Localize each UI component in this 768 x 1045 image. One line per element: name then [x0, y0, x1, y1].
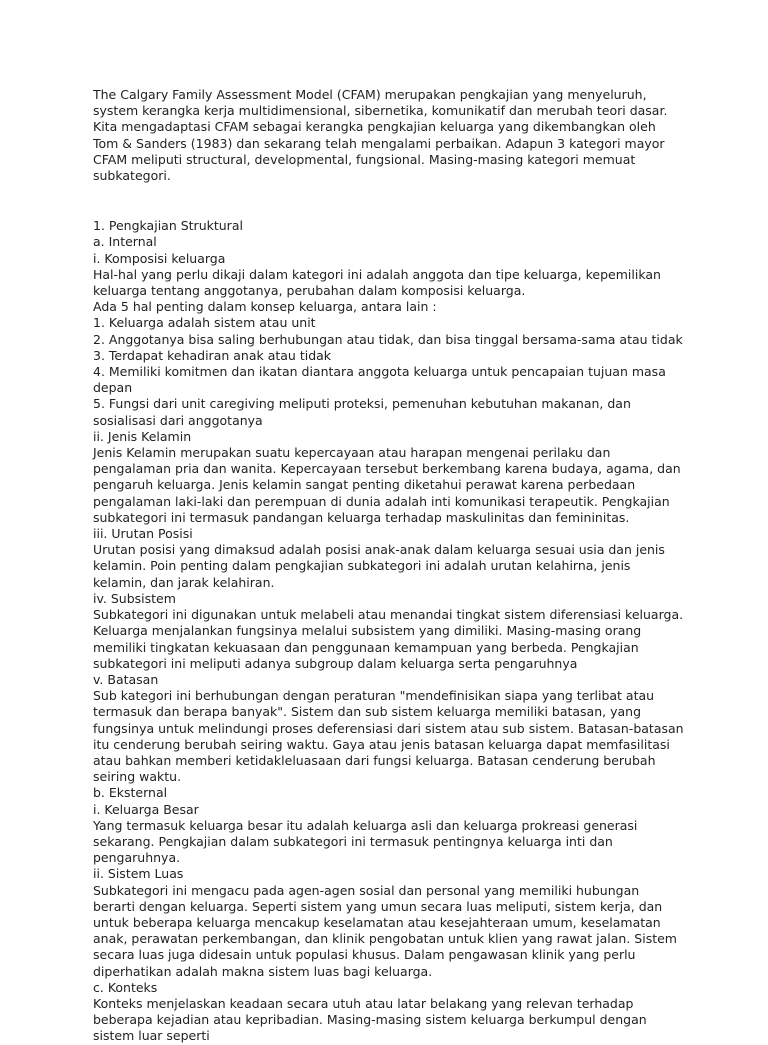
paragraph-spacer	[93, 184, 684, 218]
intro-paragraph: The Calgary Family Assessment Model (CFAM) merupakan pengkajian yang menyeluruh, system kerangka kerja multidimensional, sibernetika, komunikatif dan merubah teori dasar. Kita mengadaptasi CFAM sebagai kerangka pengkajian keluarga yang dikembangkan oleh Tom & Sanders (1983) dan sekarang telah mengalami perbaikan. Adapun 3 kategori mayor CFAM meliputi structural, developmental, fungsional. Masing-masing kategori memuat subkategori.	[93, 87, 668, 184]
body-text: 1. Pengkajian Struktural a. Internal i. Komposisi keluarga Hal-hal yang perlu dikaji dalam kategori ini adalah anggota dan tipe keluarga, kepemilikan keluarga tentang anggotanya, perubahan dalam komposisi keluarga. Ada 5 hal penting dalam konsep keluarga, antara lain : 1. Keluarga adalah sistem atau unit 2. Anggotanya bisa saling berhubungan atau tidak, dan bisa tinggal bersama-sama atau tidak 3. Terdapat kehadiran anak atau tidak 4. Memiliki komitmen dan ikatan diantara anggota keluarga untuk pencapaian tujuan masa depan 5. Fungsi dari unit caregiving meliputi proteksi, pemenuhan kebutuhan makanan, dan sosialisasi dari anggotanya ii. Jenis Kelamin Jenis Kelamin merupakan suatu kepercayaan atau harapan mengenai perilaku dan pengalaman pria dan wanita. Kepercayaan tersebut berkembang karena budaya, agama, dan pengaruh keluarga. Jenis kelamin sangat penting diketahui perawat karena perbedaan pengalaman laki-laki dan perempuan di dunia adalah inti komunikasi terapeutik. Pengkajian subkategori ini termasuk pandangan keluarga terhadap maskulinitas dan femininitas. iii. Urutan Posisi Urutan posisi yang dimaksud adalah posisi anak-anak dalam keluarga sesuai usia dan jenis kelamin. Poin penting dalam pengkajian subkategori ini adalah urutan kelahirna, jenis kelamin, dan jarak kelahiran. iv. Subsistem Subkategori ini digunakan untuk melabeli atau menandai tingkat sistem diferensiasi keluarga. Keluarga menjalankan fungsinya melalui subsistem yang dimiliki. Masing-masing orang memiliki tingkatan kekuasaan dan penggunaan kemampuan yang berbeda. Pengkajian subkategori ini meliputi adanya subgroup dalam keluarga serta pengaruhnya v. Batasan Sub kategori ini berhubungan dengan peraturan "mendefinisikan siapa yang terlibat atau termasuk dan berapa banyak". Sistem dan sub sistem keluarga memiliki batasan, yang fungsinya untuk melindungi proses deferensiasi dari sistem atau sub sistem. Batasan-batasan itu cenderung berubah seiring waktu. Gaya atau jenis batasan keluarga dapat memfasilitasi atau bahkan memberi ketidakleluasaan dari fungsi keluarga. Batasan cenderung berubah seiring waktu. b. Eksternal i. Keluarga Besar Yang termasuk keluarga besar itu adalah keluarga asli dan keluarga prokreasi generasi sekarang. Pengkajian dalam subkategori ini termasuk pentingnya keluarga inti dan pengaruhnya. ii. Sistem Luas Subkategori ini mengacu pada agen-agen sosial dan personal yang memiliki hubungan berarti dengan keluarga. Seperti sistem yang umun secara luas meliputi, sistem kerja, dan untuk beberapa keluarga mencakup keselamatan atau kesejahteraan umum, keselamatan anak, perawatan perkembangan, dan klinik pengobatan untuk klien yang rawat jalan. Sistem secara luas juga didesain untuk populasi khusus. Dalam pengawasan klinik yang perlu diperhatikan adalah makna sistem luas bagi keluarga. c. Konteks Konteks menjelaskan keadaan secara utuh atau latar belakang yang relevan terhadap beberapa kejadian atau kepribadian. Masing-masing sistem keluarga berkumpul dengan sistem luar seperti	[93, 218, 684, 1044]
